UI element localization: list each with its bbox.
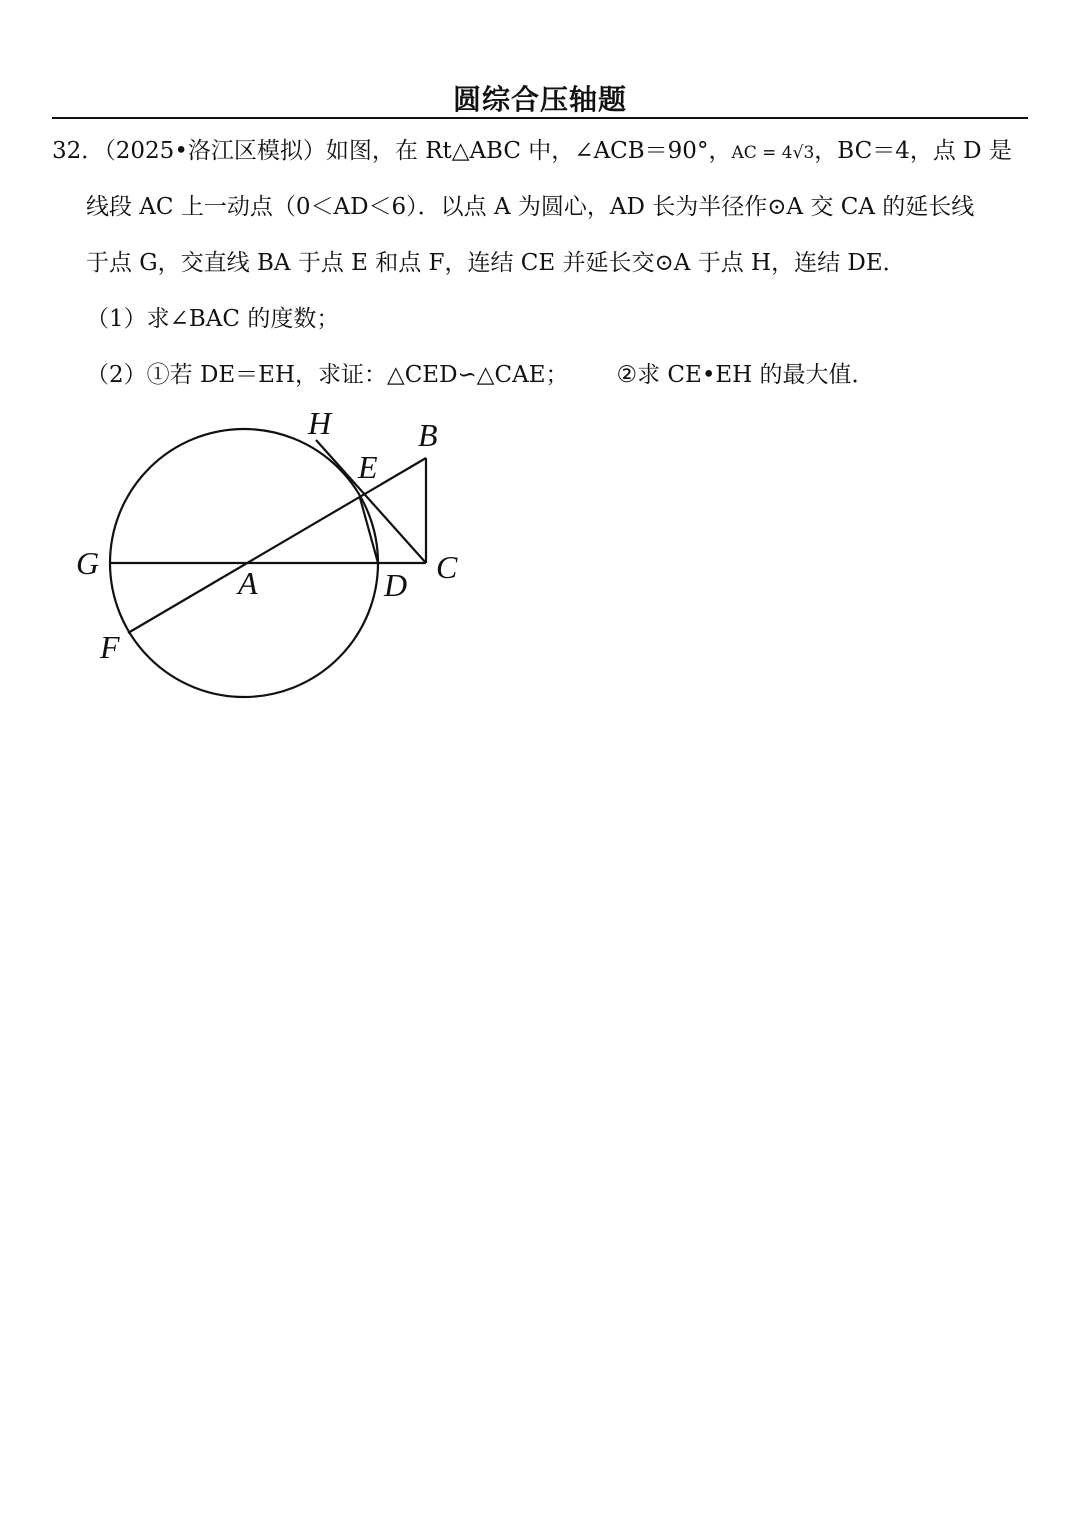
problem-text-1-tail: ，BC＝4，点 D 是 [814, 138, 1012, 164]
label-b: B [418, 417, 438, 453]
title-divider [52, 117, 1028, 119]
label-a: A [238, 565, 258, 601]
geometry-figure [60, 400, 480, 710]
problem-line-3: 于点 G，交直线 BA 于点 E 和点 F，连结 CE 并延长交⊙A 于点 H，连结 DE． [86, 250, 906, 276]
problem-line-1 [52, 132, 1012, 165]
question-part-2a: （2）①若 DE＝EH，求证：△CED∽△CAE； [86, 362, 569, 388]
label-g: G [76, 545, 100, 581]
label-c: C [436, 549, 458, 585]
problem-line-2: 线段 AC 上一动点（0＜AD＜6）．以点 A 为圆心，AD 长为半径作⊙A 交 CA 的延长线 [86, 194, 975, 220]
question-part-1: （1）求∠BAC 的度数； [86, 306, 340, 332]
problem-source: （2025•洛江区模拟） [104, 138, 326, 164]
label-f: F [100, 629, 120, 665]
question-part-2b: ②求 CE•EH 的最大值． [616, 362, 875, 388]
section-title: 圆综合压轴题 [452, 83, 627, 116]
problem-number: 32． [52, 138, 105, 164]
problem-text-1: 如图，在 Rt△ABC 中，∠ACB＝90°， [325, 138, 732, 164]
ac-value: AC = 4√3 [731, 143, 815, 163]
label-d: D [384, 567, 408, 603]
label-e: E [358, 449, 378, 485]
question-part-2 [86, 356, 875, 389]
line-fb [128, 458, 426, 633]
label-h: H [308, 405, 332, 441]
